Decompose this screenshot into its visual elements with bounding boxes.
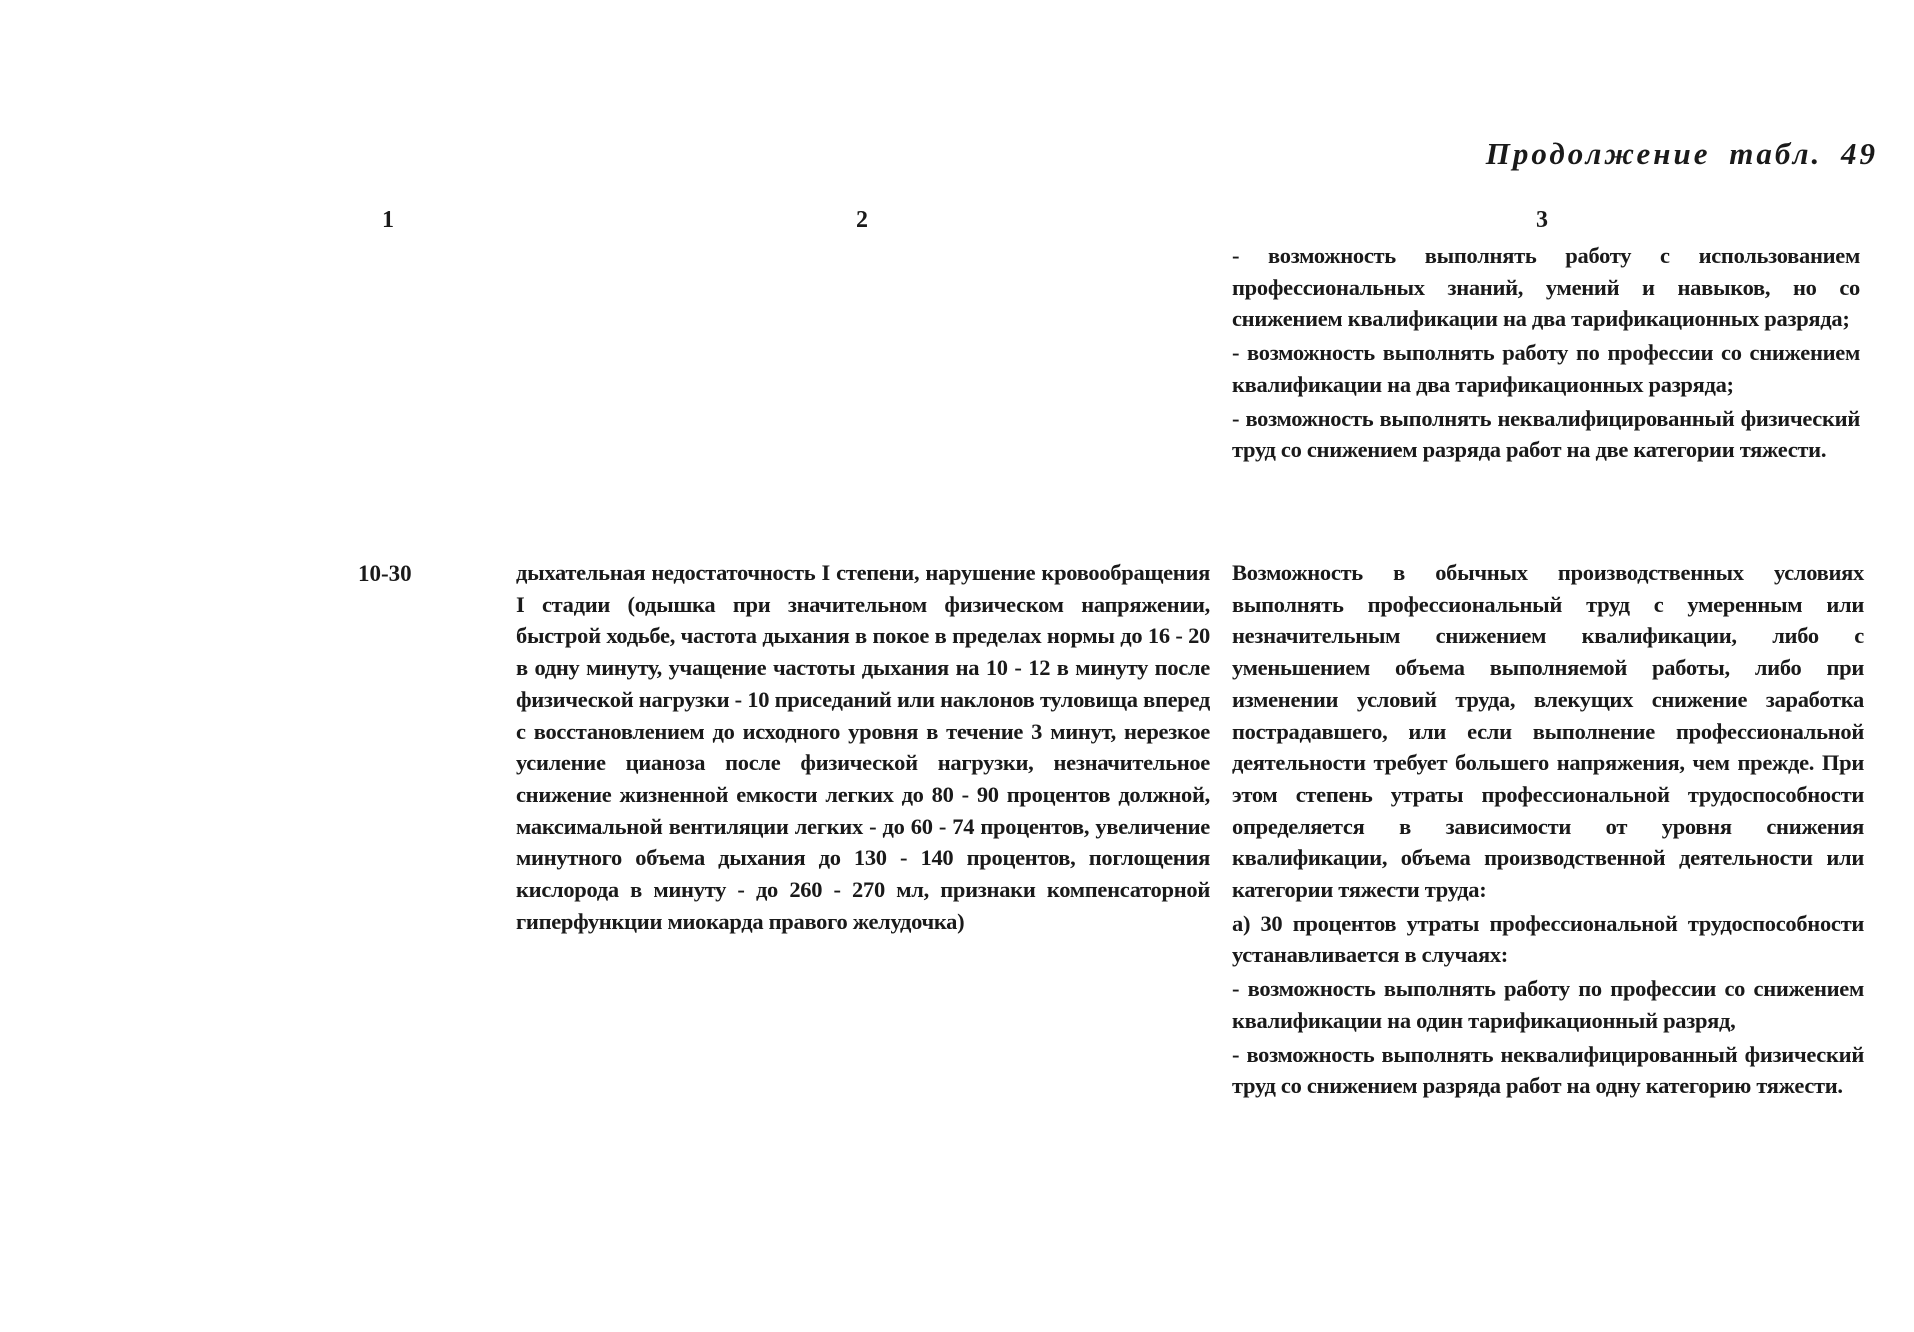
- table-caption: Продолжение табл. 49: [1485, 136, 1878, 171]
- row-col3-paragraph: Возможность в обычных производственных условиях выполнять профессиональный труд с умеренным или незначительным снижением квалификации, либо с уменьшением объема выполняемой работы, либо при изменении условий труда, влекущих снижение заработка пострадавшего, или если выполнение профессиональной деятельности требует большего напряжения, чем прежде. При этом степень утраты профессиональной трудоспособности определяется в зависимости от уровня снижения квалификации, объема производственной деятельности или категории тяжести труда:: [1232, 560, 1864, 903]
- row-col3-paragraph: - возможность выполнять неквалифицированный физический труд со снижением разряда работ на одну категорию тяжести.: [1232, 1041, 1864, 1099]
- row-grade-range: 10-30: [358, 561, 412, 586]
- column-number-1: 1: [382, 207, 394, 233]
- row-col3-paragraph: - возможность выполнять работу по профессии со снижением квалификации на один тарификационный разряд,: [1232, 976, 1864, 1033]
- continuation-paragraph: - возможность выполнять работу с использованием профессиональных знаний, умений и навыков, но со снижением квалификации на два тарификационных разряда;: [1232, 243, 1860, 332]
- continuation-paragraph: - возможность выполнять работу по профессии со снижением квалификации на два тарификационных разряда;: [1232, 340, 1860, 397]
- row-description: дыхательная недостаточность I степени, нарушение кровообращения I стадии (одышка при значительном физическом напряжении, быстрой ходьбе, частота дыхания в покое в пределах нормы до 16 - 20 в одну минуту, учащение частоты дыхания на 10 - 12 в минуту после физической нагрузки - 10 приседаний или наклонов туловища вперед с восстановлением до исходного уровня в течение 3 минут, нерезкое усиление цианоза после физической нагрузки, незначительное снижение жизненной емкости легких до 80 - 90 процентов должной, максимальной вентиляции легких - до 60 - 74 процентов, увеличение минутного объема дыхания до 130 - 140 процентов, поглощения кислорода в минуту - до 260 - 270 мл, признаки компенсаторной гиперфункции миокарда правого желудочка): [516, 560, 1210, 934]
- row-col3-cell: [1232, 557, 1864, 1104]
- row-description-cell: [516, 557, 1210, 939]
- continuation-paragraph: - возможность выполнять неквалифицированный физический труд со снижением разряда работ на две категории тяжести.: [1232, 405, 1860, 463]
- column-number-3: 3: [1536, 207, 1548, 233]
- row-col3-paragraph: а) 30 процентов утраты профессиональной трудоспособности устанавливается в случаях:: [1232, 910, 1864, 968]
- column-number-2: 2: [856, 207, 868, 233]
- continuation-cell-col3: [1232, 240, 1860, 468]
